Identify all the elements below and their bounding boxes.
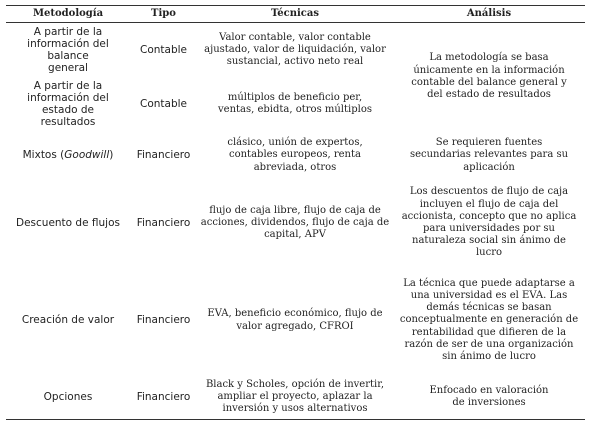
table-row	[6, 266, 585, 376]
header-tecnicas: Técnicas	[197, 6, 393, 23]
header-metodologia: Metodología	[6, 6, 130, 23]
table-row	[6, 181, 585, 266]
table-row	[6, 376, 585, 420]
cell-metodologia: A partir de la información del estado de resultados	[27, 79, 109, 129]
cell-analisis: Enfocado en valoración de inversiones	[393, 376, 585, 420]
cell-metodologia: A partir de la información del balance general	[27, 25, 109, 75]
cell-analisis: Se requieren fuentes secundarias relevantes para su aplicación	[409, 137, 569, 173]
cell-tecnicas: flujo de caja libre, flujo de caja de acciones, dividendos, flujo de caja de capital, APV	[200, 204, 390, 241]
cell-tipo: Financiero	[136, 216, 191, 229]
cell-tipo: Financiero	[130, 376, 197, 420]
cell-tecnicas: clásico, unión de expertos, contables europeos, renta abreviada, otros	[227, 137, 363, 173]
cell-tipo: Financiero	[136, 314, 191, 327]
cell-tecnicas: EVA, beneficio económico, flujo de valor agregado, CFROI	[207, 308, 383, 332]
cell-tecnicas: Valor contable, valor contable ajustado, valor de liquidación, valor sustancial, activo neto real	[204, 31, 386, 68]
cell-analisis: Los descuentos de flujo de caja incluyen el flujo de caja del accionista, concepto que no aplica para universidades por su naturaleza social sin ánimo de lucro	[401, 186, 577, 259]
metodologia-emphasis: Goodwill	[64, 149, 110, 162]
table-row	[6, 23, 585, 78]
cell-tipo: Financiero	[136, 149, 191, 162]
metodologia-text-end: )	[109, 149, 114, 162]
cell-metodologia	[6, 131, 130, 181]
cell-analisis: La técnica que puede adaptarse a una universidad es el EVA. Las demás técnicas se basan conceptualmente en generación de rentabilidad que difieren de la razón de ser de una organización sin ánimo de lucro	[399, 277, 579, 362]
cell-tipo: Contable	[139, 44, 187, 57]
cell-tecnicas: Black y Scholes, opción de invertir, ampliar el proyecto, aplazar la inversión y usos alternativos	[197, 376, 393, 420]
cell-analisis: La metodología se basa únicamente en la información contable del balance general y del estado de resultados	[411, 52, 567, 100]
methodology-table	[6, 5, 585, 420]
header-analisis: Análisis	[393, 6, 585, 23]
metodologia-text: Mixtos (	[22, 149, 65, 162]
cell-tecnicas: múltiplos de beneficio per, ventas, ebidta, otros múltiplos	[218, 91, 372, 115]
cell-tipo: Contable	[139, 97, 187, 110]
header-tipo: Tipo	[130, 6, 197, 23]
cell-metodologia: Creación de valor	[21, 314, 115, 327]
table-row	[6, 131, 585, 181]
cell-metodologia: Opciones	[6, 376, 130, 420]
table-header-row	[6, 6, 585, 23]
cell-metodologia: Descuento de flujos	[16, 216, 120, 229]
